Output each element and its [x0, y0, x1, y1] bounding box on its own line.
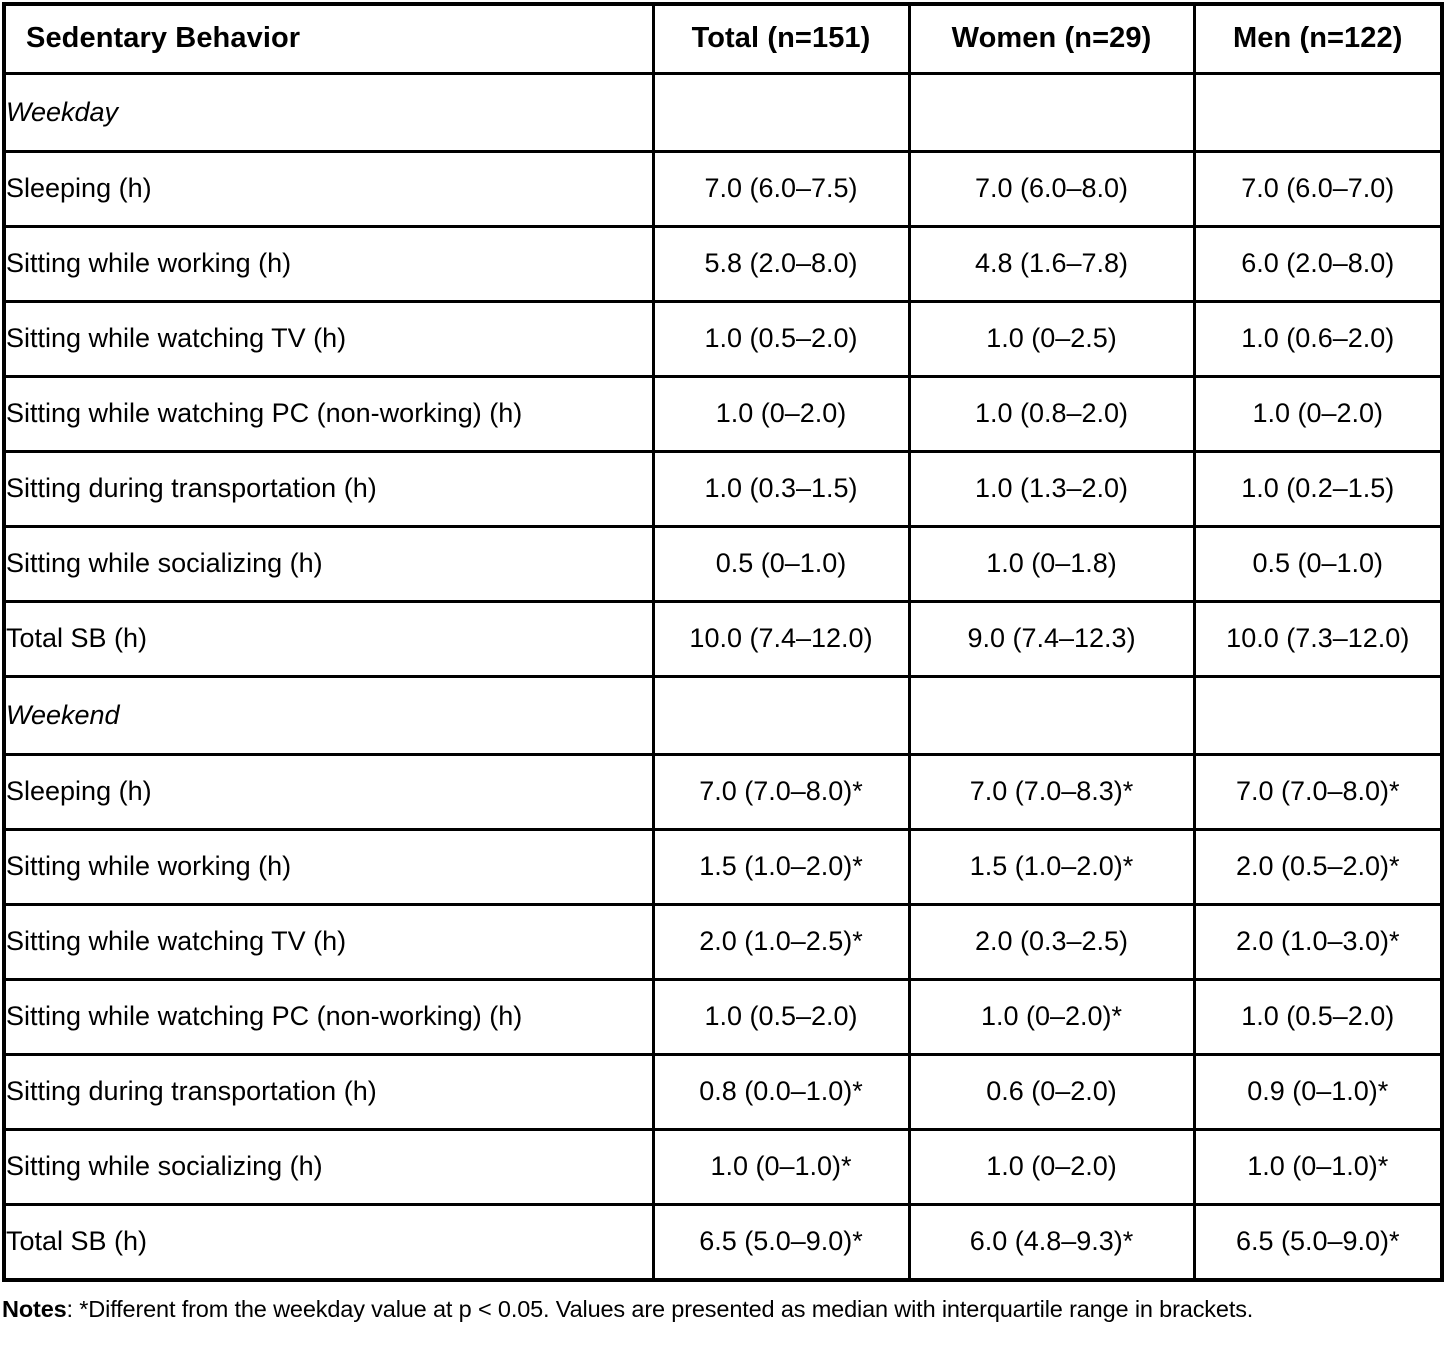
cell-men — [1194, 677, 1442, 755]
cell-women: 1.0 (0.8–2.0) — [909, 377, 1194, 452]
cell-men: 1.0 (0–1.0)* — [1194, 1130, 1442, 1205]
cell-women: 9.0 (7.4–12.3) — [909, 602, 1194, 677]
row-label: Total SB (h) — [4, 1205, 653, 1280]
row-label: Sitting during transportation (h) — [4, 1055, 653, 1130]
cell-men — [1194, 74, 1442, 152]
cell-men: 2.0 (1.0–3.0)* — [1194, 905, 1442, 980]
cell-women — [909, 74, 1194, 152]
table-row — [4, 377, 1442, 452]
cell-total: 1.0 (0–1.0)* — [653, 1130, 909, 1205]
cell-women: 1.0 (0–2.5) — [909, 302, 1194, 377]
cell-women: 0.6 (0–2.0) — [909, 1055, 1194, 1130]
cell-total — [653, 677, 909, 755]
table-row — [4, 602, 1442, 677]
section-label: Weekend — [4, 677, 653, 755]
table-row — [4, 755, 1442, 830]
cell-men: 7.0 (7.0–8.0)* — [1194, 755, 1442, 830]
column-header-women: Women (n=29) — [909, 4, 1194, 74]
cell-total: 7.0 (7.0–8.0)* — [653, 755, 909, 830]
cell-men: 1.0 (0.5–2.0) — [1194, 980, 1442, 1055]
cell-women: 2.0 (0.3–2.5) — [909, 905, 1194, 980]
cell-total: 7.0 (6.0–7.5) — [653, 152, 909, 227]
cell-total: 2.0 (1.0–2.5)* — [653, 905, 909, 980]
cell-men: 1.0 (0.2–1.5) — [1194, 452, 1442, 527]
notes-text: : *Different from the weekday value at p < 0.05. Values are presented as median with interquartile range in brackets. — [66, 1295, 1254, 1322]
column-header-men: Men (n=122) — [1194, 4, 1442, 74]
table-row — [4, 527, 1442, 602]
sedentary-behavior-table — [2, 2, 1444, 1282]
row-label: Sitting while watching TV (h) — [4, 905, 653, 980]
row-label: Sitting while watching PC (non-working) (h) — [4, 377, 653, 452]
cell-total — [653, 74, 909, 152]
row-label: Sitting while socializing (h) — [4, 527, 653, 602]
cell-women: 7.0 (7.0–8.3)* — [909, 755, 1194, 830]
table-section-row — [4, 677, 1442, 755]
cell-women: 1.0 (0–2.0)* — [909, 980, 1194, 1055]
cell-men: 1.0 (0–2.0) — [1194, 377, 1442, 452]
cell-men: 6.0 (2.0–8.0) — [1194, 227, 1442, 302]
cell-total: 1.0 (0–2.0) — [653, 377, 909, 452]
cell-total: 0.5 (0–1.0) — [653, 527, 909, 602]
cell-total: 5.8 (2.0–8.0) — [653, 227, 909, 302]
cell-men: 10.0 (7.3–12.0) — [1194, 602, 1442, 677]
cell-total: 10.0 (7.4–12.0) — [653, 602, 909, 677]
notes-label: Notes — [2, 1295, 67, 1322]
cell-women: 4.8 (1.6–7.8) — [909, 227, 1194, 302]
table-row — [4, 452, 1442, 527]
cell-total: 1.0 (0.5–2.0) — [653, 302, 909, 377]
table-row — [4, 1205, 1442, 1280]
row-label: Sitting while working (h) — [4, 227, 653, 302]
row-label: Sitting while socializing (h) — [4, 1130, 653, 1205]
cell-women: 6.0 (4.8–9.3)* — [909, 1205, 1194, 1280]
table-row — [4, 980, 1442, 1055]
cell-total: 1.0 (0.3–1.5) — [653, 452, 909, 527]
cell-total: 1.5 (1.0–2.0)* — [653, 830, 909, 905]
row-label: Total SB (h) — [4, 602, 653, 677]
cell-women: 1.0 (0–1.8) — [909, 527, 1194, 602]
table-row — [4, 152, 1442, 227]
table-row — [4, 830, 1442, 905]
cell-men: 2.0 (0.5–2.0)* — [1194, 830, 1442, 905]
table-header — [4, 4, 1442, 74]
cell-men: 0.5 (0–1.0) — [1194, 527, 1442, 602]
cell-total: 0.8 (0.0–1.0)* — [653, 1055, 909, 1130]
table-row — [4, 227, 1442, 302]
table-page — [0, 2, 1446, 1352]
table-row — [4, 1055, 1442, 1130]
cell-women: 1.0 (1.3–2.0) — [909, 452, 1194, 527]
cell-women: 7.0 (6.0–8.0) — [909, 152, 1194, 227]
table-row — [4, 905, 1442, 980]
header-row — [4, 4, 1442, 74]
row-label: Sleeping (h) — [4, 152, 653, 227]
section-label: Weekday — [4, 74, 653, 152]
cell-men: 6.5 (5.0–9.0)* — [1194, 1205, 1442, 1280]
table-notes — [2, 1295, 1444, 1323]
cell-men: 1.0 (0.6–2.0) — [1194, 302, 1442, 377]
row-label: Sitting while working (h) — [4, 830, 653, 905]
column-header-total: Total (n=151) — [653, 4, 909, 74]
cell-women: 1.0 (0–2.0) — [909, 1130, 1194, 1205]
cell-women: 1.5 (1.0–2.0)* — [909, 830, 1194, 905]
table-row — [4, 1130, 1442, 1205]
cell-men: 0.9 (0–1.0)* — [1194, 1055, 1442, 1130]
row-label: Sitting during transportation (h) — [4, 452, 653, 527]
column-header-behavior: Sedentary Behavior — [4, 4, 653, 74]
cell-total: 6.5 (5.0–9.0)* — [653, 1205, 909, 1280]
row-label: Sleeping (h) — [4, 755, 653, 830]
row-label: Sitting while watching TV (h) — [4, 302, 653, 377]
cell-men: 7.0 (6.0–7.0) — [1194, 152, 1442, 227]
table-section-row — [4, 74, 1442, 152]
cell-women — [909, 677, 1194, 755]
table-body — [4, 74, 1442, 1280]
row-label: Sitting while watching PC (non-working) (h) — [4, 980, 653, 1055]
table-row — [4, 302, 1442, 377]
cell-total: 1.0 (0.5–2.0) — [653, 980, 909, 1055]
